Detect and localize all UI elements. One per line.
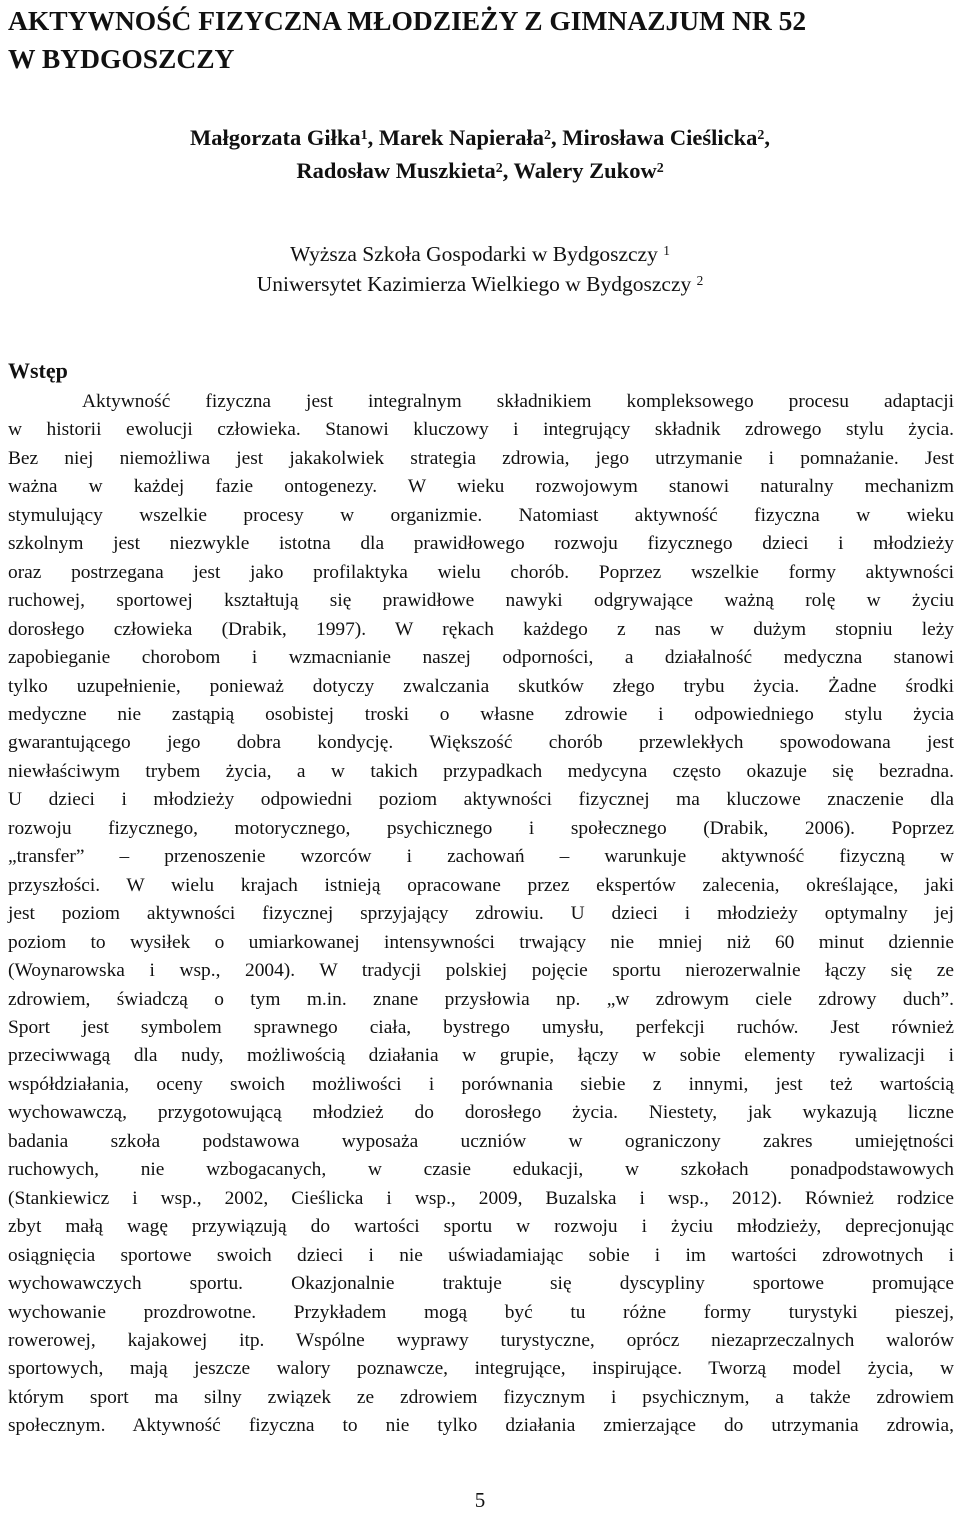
title-line-2: W BYDGOSZCZY [8,43,235,74]
body-line: dorosłego człowieka (Drabik, 1997). W rękach każdego z nas w dużym stopniu leży [8,618,954,640]
body-line: zdrowiem, świadczą o tym m.in. znane przysłowia np. „w zdrowym ciele zdrowy duch”. [8,988,954,1010]
body-line: (Stankiewicz i wsp., 2002, Cieślicka i wsp., 2009, Buzalska i wsp., 2012). Również rodzice [8,1187,954,1209]
body-line: wychowanie prozdrowotne. Przykładem mogą być tu różne formy turystyki pieszej, [8,1301,954,1323]
body-line: współdziałania, oceny swoich możliwości i porównania siebie z innymi, jest też wartością [8,1073,954,1095]
affiliation-item [0,269,960,299]
author-list [0,121,960,187]
author-name: , Walery Zukow [502,158,657,183]
affiliation-marker: 1 [663,243,670,259]
body-line: w historii ewolucji człowieka. Stanowi kluczowy i integrujący składnik zdrowego stylu życia. [8,419,954,441]
body-line: poziom to wysiłek o umiarkowanej intensywności trwający nie mniej niż 60 minut dziennie [8,931,954,953]
affiliation-list [0,239,960,299]
body-line: tylko uzupełnienie, ponieważ dotyczy zwalczania skutków złego trybu życia. Żadne środki [8,675,954,697]
body-line: szkolnym jest niezwykle istotna dla prawidłowego rozwoju fizycznego dzieci i młodzieży [8,533,954,555]
body-line: U dzieci i młodzieży odpowiedni poziom aktywności fizycznej ma kluczowe znaczenie dla [8,789,954,811]
body-line: rowerowej, kajakowej itp. Wspólne wyprawy turystyczne, oprócz niezaprzeczalnych walorów [8,1329,954,1351]
body-line: ruchowych, nie wzbogacanych, w czasie edukacji, w szkołach ponadpodstawowych [8,1159,954,1181]
author-name: , Mirosława Cieślicka [550,125,758,150]
body-line: zbyt małą wagę przywiązują do wartości sportu w rozwoju i życiu młodzieży, deprecjonując [8,1216,954,1238]
body-line: medyczne nie zastąpią osobistej troski o własne zdrowie i odpowiedniego stylu życia [8,703,954,725]
body-line: „transfer” – przenoszenie wzorców i zachowań – warunkuje aktywność fizyczną w [8,846,954,868]
body-line: Bez niej niemożliwa jest jakakolwiek strategia zdrowia, jego utrzymanie i pomnażanie. Jest [8,447,954,469]
body-line: gwarantującego jego dobra kondycję. Większość chorób przewlekłych spowodowana jest [8,732,954,754]
page-number: 5 [474,1488,486,1512]
author-name: Radosław Muszkieta [296,158,496,183]
body-text [8,388,954,1441]
author-name: , Marek Napierała [367,125,544,150]
body-line: społecznym. Aktywność fizyczna to nie tylko działania zmierzające do utrzymania zdrowia, [8,1415,954,1437]
author-line-1 [0,121,960,154]
author-line-2 [0,154,960,187]
body-line: wychowawczą, przygotowującą młodzież do dorosłego życia. Niestety, jak wykazują liczne [8,1102,954,1124]
body-line: oraz postrzegana jest jako profilaktyka wielu chorób. Poprzez wszelkie formy aktywności [8,561,954,583]
body-line: jest poziom aktywności fizycznej sprzyjający zdrowiu. U dzieci i młodzieży optymalny jej [8,903,954,925]
body-line: ruchowej, sportowej kształtują się prawidłowe nawyki odgrywające ważną rolę w życiu [8,590,954,612]
body-line: Sport jest symbolem sprawnego ciała, bystrego umysłu, perfekcji ruchów. Jest również [8,1016,954,1038]
body-line: sportowych, mają jeszcze walory poznawcze, integrujące, inspirujące. Tworzą model życia, w [8,1358,954,1380]
affiliation-marker: 2 [757,127,765,143]
body-line: osiągnięcia sportowe swoich dzieci i nie uświadamiając sobie i im wartości zdrowotnych i [8,1244,954,1266]
title-line-1: AKTYWNOŚĆ FIZYCZNA MŁODZIEŻY Z GIMNAZJUM NR 52 [8,5,807,36]
body-line: ważna w każdej fazie ontogenezy. W wieku rozwojowym stanowi naturalny mechanizm [8,476,954,498]
affiliation-marker: 2 [544,127,551,143]
paper-title [8,2,948,78]
body-line: (Woynarowska i wsp., 2004). W tradycji polskiej pojęcie sportu nierozerwalnie łączy się ze [8,960,954,982]
body-line: zapobieganie chorobom i wzmacnianie naszej odporności, a działalność medyczna stanowi [8,647,954,669]
body-line: niewłaściwym trybem życia, a w takich przypadkach medycyna często okazuje się bezradna. [8,760,954,782]
affiliation-marker: 2 [656,160,664,176]
affiliation-marker: 2 [495,160,503,176]
body-line: rozwoju fizycznego, motorycznego, psychicznego i społecznego (Drabik, 2006). Poprzez [8,817,954,839]
author-name: Małgorzata Giłka [189,125,361,150]
affiliation-name: Uniwersytet Kazimierza Wielkiego w Bydgoszczy [256,272,692,296]
author-separator: , [764,125,771,150]
body-line: wychowawczych sportu. Okazjonalnie traktuje się dyscypliny sportowe promujące [8,1273,954,1295]
body-line: Aktywność fizyczna jest integralnym składnikiem kompleksowego procesu adaptacji [82,391,954,412]
body-line: badania szkoła podstawowa wyposaża uczniów w ograniczony zakres umiejętności [8,1130,954,1152]
body-line: przyszłości. W wielu krajach istnieją opracowane przez ekspertów zalecenia, określające, jaki [8,874,954,896]
affiliation-item [0,239,960,269]
section-heading: Wstęp [8,358,68,383]
body-line: stymulujący wszelkie procesy w organizmie. Natomiast aktywność fizyczna w wieku [8,504,954,526]
body-line: którym sport ma silny związek ze zdrowiem fizycznym i psychicznym, a także zdrowiem [8,1386,954,1408]
affiliation-name: Wyższa Szkoła Gospodarki w Bydgoszczy [290,242,658,266]
affiliation-marker: 1 [360,127,368,143]
body-line: przeciwwagą dla nudy, możliwością działania w grupie, łączy w sobie elementy rywalizacji i [8,1045,954,1067]
affiliation-marker: 2 [696,273,704,289]
